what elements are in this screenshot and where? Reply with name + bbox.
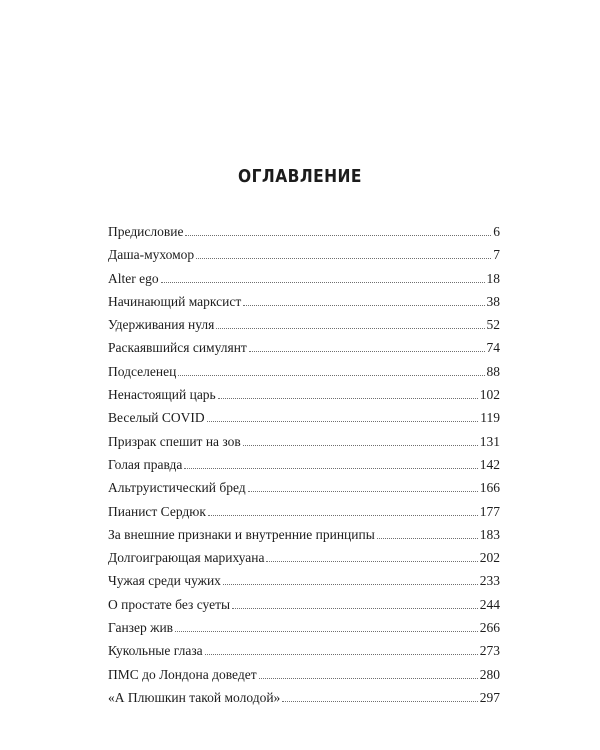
toc-entry-title: Даша-мухомор <box>108 247 195 263</box>
toc-entry-page: 102 <box>479 387 500 403</box>
toc-entry-page: 142 <box>479 456 500 472</box>
dot-leader <box>196 258 491 259</box>
dot-leader <box>178 375 484 376</box>
toc-entry-page: 266 <box>479 620 500 636</box>
dot-leader <box>377 538 478 539</box>
dot-leader <box>218 398 478 399</box>
toc-entry-title: Удерживания нуля <box>108 317 215 333</box>
toc-entry-title: Кукольные глаза <box>108 643 203 659</box>
dot-leader <box>232 608 478 609</box>
toc-entry-title: Ганзер жив <box>108 620 174 636</box>
dot-leader <box>266 561 477 562</box>
toc-entry-page: 183 <box>479 526 500 542</box>
toc-entry <box>108 340 500 363</box>
toc-entry-page: 74 <box>486 340 500 356</box>
toc-entry-title: Альтруистический бред <box>108 480 246 496</box>
dot-leader <box>205 654 478 655</box>
toc-entry <box>108 690 500 713</box>
toc-entry <box>108 527 500 550</box>
dot-leader <box>185 235 491 236</box>
table-of-contents <box>108 224 500 713</box>
toc-entry-title: Ненастоящий царь <box>108 387 216 403</box>
dot-leader <box>207 421 479 422</box>
toc-entry-page: 119 <box>480 410 500 426</box>
toc-entry-title: Пианист Сердюк <box>108 503 206 519</box>
dot-leader <box>249 351 485 352</box>
toc-entry-page: 7 <box>493 247 500 263</box>
toc-entry <box>108 410 500 433</box>
toc-entry <box>108 597 500 620</box>
toc-entry-title: Долгоиграющая марихуана <box>108 550 265 566</box>
toc-entry-page: 202 <box>479 550 500 566</box>
toc-entry-page: 273 <box>479 643 500 659</box>
toc-entry-page: 166 <box>479 480 500 496</box>
toc-entry-page: 297 <box>479 689 500 705</box>
toc-entry <box>108 247 500 270</box>
toc-entry-title: Alter ego <box>108 270 159 286</box>
toc-entry-title: «А Плюшкин такой молодой» <box>108 689 281 705</box>
toc-entry <box>108 667 500 690</box>
toc-entry <box>108 504 500 527</box>
toc-entry <box>108 364 500 387</box>
toc-entry-title: Голая правда <box>108 456 183 472</box>
toc-entry <box>108 550 500 573</box>
toc-entry-title: Призрак спешит на зов <box>108 433 241 449</box>
dot-leader <box>243 305 484 306</box>
toc-entry-title: О простате без суеты <box>108 596 231 612</box>
toc-entry <box>108 457 500 480</box>
toc-entry-title: Чужая среди чужих <box>108 573 221 589</box>
toc-entry-title: Раскаявшийся симулянт <box>108 340 247 356</box>
toc-entry <box>108 573 500 596</box>
toc-entry-page: 280 <box>479 666 500 682</box>
dot-leader <box>282 701 477 702</box>
dot-leader <box>223 584 478 585</box>
toc-entry <box>108 224 500 247</box>
dot-leader <box>248 491 478 492</box>
toc-entry <box>108 643 500 666</box>
toc-entry-page: 52 <box>486 317 500 333</box>
toc-entry-title: ПМС до Лондона доведет <box>108 666 257 682</box>
dot-leader <box>259 678 478 679</box>
dot-leader <box>208 515 478 516</box>
toc-entry <box>108 480 500 503</box>
toc-entry <box>108 317 500 340</box>
toc-entry <box>108 294 500 317</box>
dot-leader <box>243 445 478 446</box>
toc-entry-page: 88 <box>486 363 500 379</box>
toc-entry <box>108 434 500 457</box>
toc-entry-title: Предисловие <box>108 224 184 239</box>
toc-entry-title: Начинающий марксист <box>108 293 242 309</box>
toc-entry-title: Подселенец <box>108 363 177 379</box>
toc-entry <box>108 620 500 643</box>
toc-entry-page: 233 <box>479 573 500 589</box>
dot-leader <box>216 328 484 329</box>
dot-leader <box>161 282 485 283</box>
toc-entry-page: 38 <box>486 293 500 309</box>
toc-entry-page: 18 <box>486 270 500 286</box>
page-title: ОГЛАВЛЕНИЕ <box>238 166 362 187</box>
toc-entry-page: 177 <box>479 503 500 519</box>
dot-leader <box>184 468 477 469</box>
toc-entry-title: За внешние признаки и внутренние принципы <box>108 526 375 542</box>
toc-entry-page: 244 <box>479 596 500 612</box>
dot-leader <box>175 631 478 632</box>
toc-entry <box>108 271 500 294</box>
toc-entry <box>108 387 500 410</box>
toc-entry-title: Веселый COVID <box>108 410 205 426</box>
toc-entry-page: 131 <box>479 433 500 449</box>
toc-entry-page: 6 <box>493 224 500 239</box>
